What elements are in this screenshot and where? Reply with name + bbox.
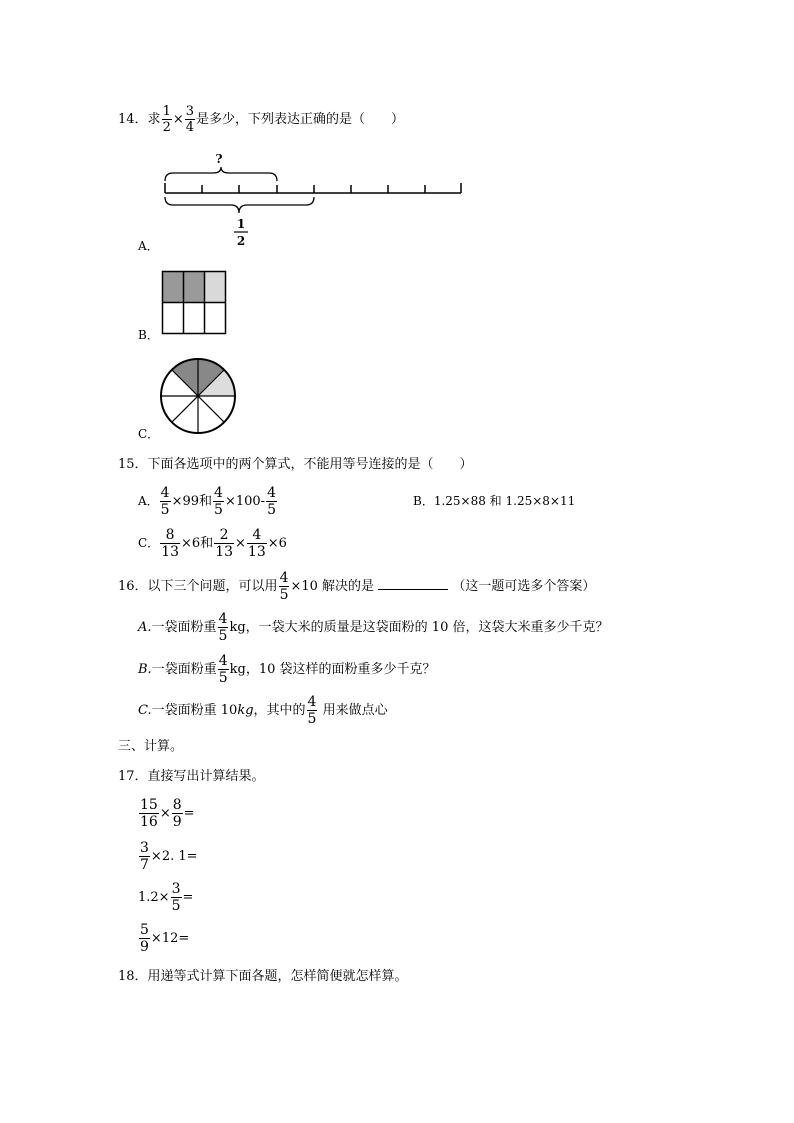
q17-number: 17． — [118, 769, 148, 784]
q16-option-a: A.一袋面粉重 $\frac{4}{5}$ kg，一袋大米的质量是这袋面粉的 10 倍，这袋大米重多少千克？ — [138, 611, 609, 644]
q14-optA-label: A． — [138, 239, 159, 253]
q18-number: 18． — [118, 969, 148, 984]
q16-option-b: B.一袋面粉重 $\frac{4}{5}$ kg，10 袋这样的面粉重多少千克？ — [138, 653, 436, 686]
fraction: $\frac{4}{5}$ — [267, 485, 276, 518]
brace-fraction-denominator: 2 — [236, 234, 246, 248]
q14-number: 14． — [118, 112, 148, 127]
number-line-ticks — [165, 183, 461, 193]
section-heading: 三、计算。 — [118, 739, 184, 754]
q15-option-a: A． $\frac{4}{5}$ ×99和 $\frac{4}{5}$ ×100- $\frac{4}{5}$ — [138, 485, 276, 518]
grid-cell-shaded — [163, 272, 184, 303]
fraction: $\frac{2}{13}$ — [215, 527, 234, 560]
q17-expression-4: $\frac{5}{9}$ ×12= — [140, 922, 190, 955]
q17-expression-3: 1.2× $\frac{3}{5}$ = — [138, 881, 194, 914]
fraction: $\frac{3}{7}$ — [140, 840, 149, 873]
q15-option-b: B．1.25×88 和 1.25×8×11 — [413, 494, 576, 508]
fraction: $\frac{8}{9}$ — [172, 797, 182, 830]
q15-stem: 15．下面各选项中的两个算式，不能用等号连接的是（ ） — [118, 457, 473, 472]
question-mark-label: ? — [215, 152, 223, 166]
q14-optC-circle-diagram — [158, 356, 238, 436]
q14-optB-grid-diagram — [161, 270, 227, 336]
fraction: $\frac{4}{5}$ — [279, 570, 289, 603]
q17-expression-2: $\frac{3}{7}$ ×2. 1= — [140, 840, 198, 873]
top-brace — [165, 167, 277, 181]
fraction: $\frac{4}{5}$ — [307, 694, 317, 727]
q14-stem: 14．求 $\frac{1}{2}$ × $\frac{3}{4}$ 是多少，下列表达正确的是（ ） — [118, 104, 405, 135]
grid-cell-shaded — [184, 272, 205, 303]
fraction: $\frac{8}{13}$ — [161, 527, 180, 560]
fraction: $\frac{4}{13}$ — [247, 527, 266, 560]
q16-option-c: C.一袋面粉重 10kg，其中的 $\frac{4}{5}$ 用来做点心 — [138, 694, 388, 727]
fraction: $\frac{1}{2}$ — [162, 104, 171, 135]
q14-optA-number-line-diagram — [155, 145, 475, 255]
fraction: $\frac{5}{9}$ — [140, 922, 149, 955]
q17-stem: 17．直接写出计算结果。 — [118, 769, 265, 784]
grid-cell-light-shaded — [205, 272, 226, 303]
q15-option-c: C． $\frac{8}{13}$ ×6和 $\frac{2}{13}$ × $\frac{4}{13}$ ×6 — [138, 527, 287, 560]
q15-number: 15． — [118, 457, 148, 472]
q14-optB-label: B． — [138, 328, 159, 342]
fraction: $\frac{4}{5}$ — [160, 485, 170, 518]
answer-blank[interactable] — [378, 577, 448, 590]
q14-optC-label: C． — [138, 427, 160, 441]
fraction: $\frac{15}{16}$ — [140, 797, 158, 830]
fraction: $\frac{4}{5}$ — [218, 653, 228, 686]
q16-stem: 16．以下三个问题，可以用 $\frac{4}{5}$ ×10 解决的是 （这一题可选多个答案） — [118, 570, 596, 603]
q18-stem: 18．用递等式计算下面各题，怎样简便就怎样算。 — [118, 969, 408, 984]
fraction: $\frac{4}{5}$ — [218, 611, 228, 644]
q16-number: 16． — [118, 579, 148, 594]
fraction: $\frac{4}{5}$ — [214, 485, 223, 518]
fraction: $\frac{3}{5}$ — [171, 881, 181, 914]
fraction: $\frac{3}{4}$ — [185, 104, 195, 135]
brace-fraction-numerator: 1 — [236, 217, 246, 231]
bottom-brace — [165, 197, 314, 213]
q17-expression-1: $\frac{15}{16}$ × $\frac{8}{9}$ = — [140, 797, 195, 830]
sector-shaded — [172, 359, 198, 396]
